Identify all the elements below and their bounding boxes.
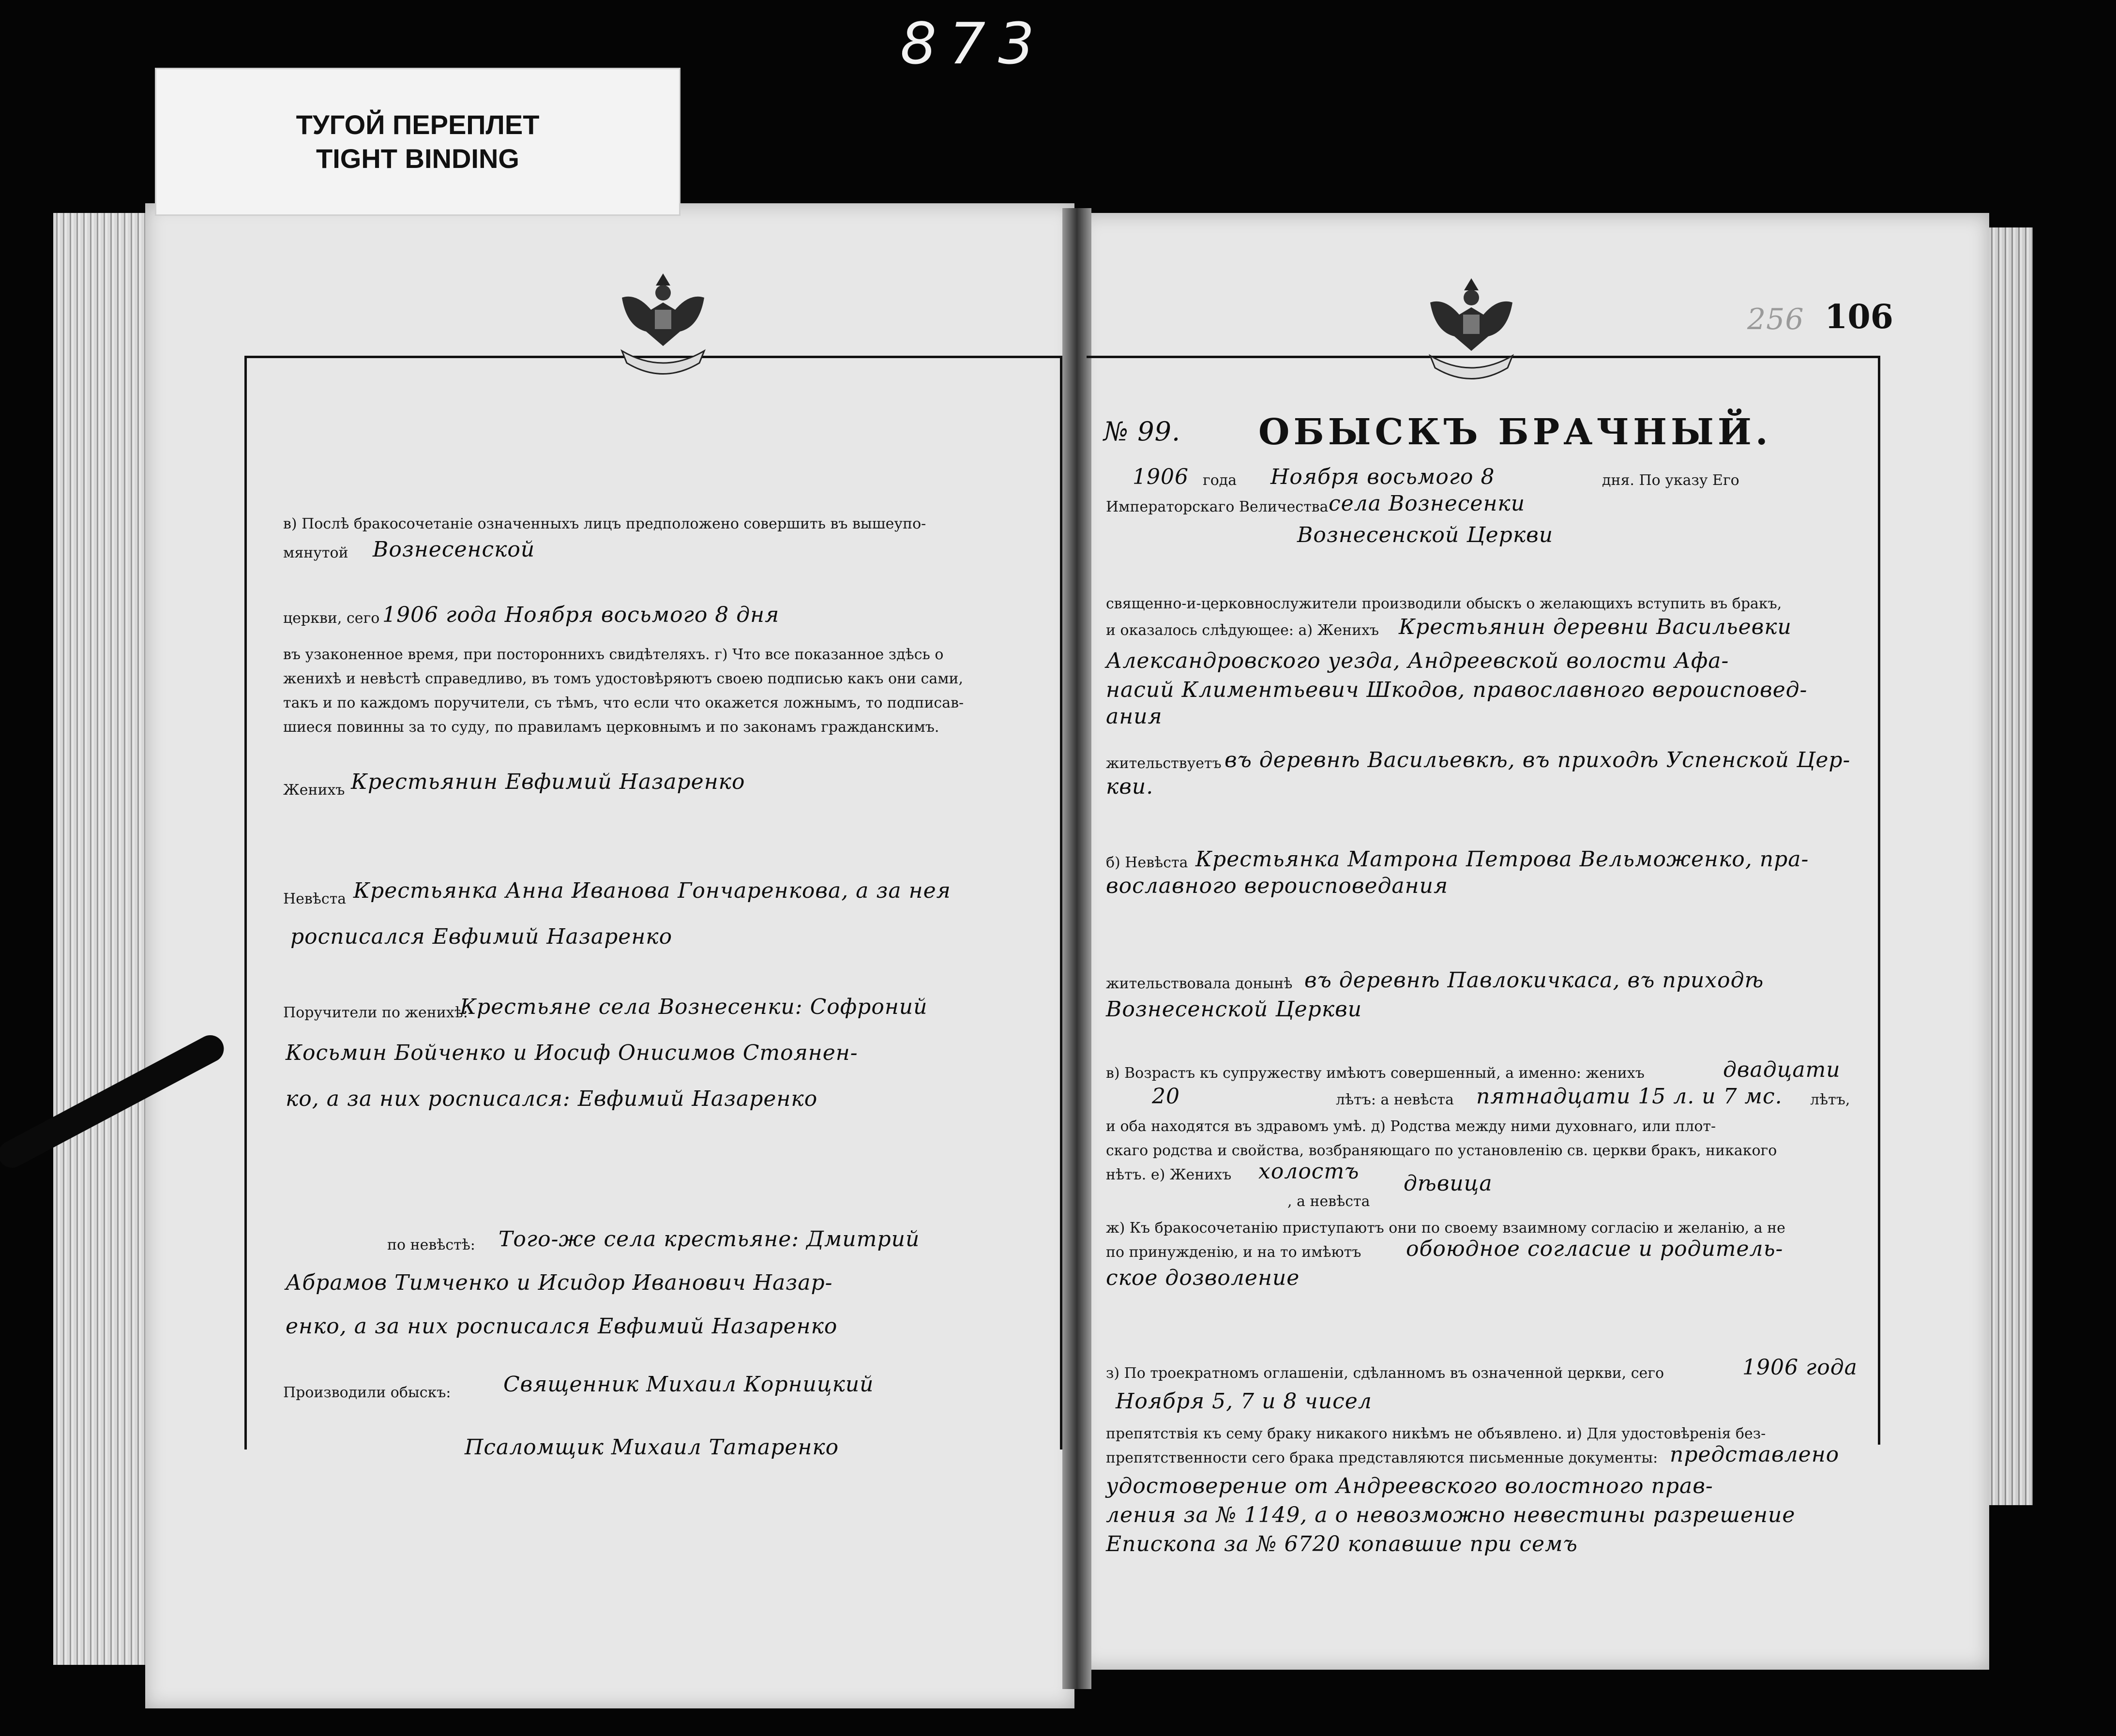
banns-year-hand: 1906 года (1742, 1355, 1858, 1380)
bride-handwritten-1: Крестьянка Анна Иванова Гончаренкова, а за нея (353, 878, 951, 903)
groom-guarantors-hand-3: ко, а за них росписался: Евфимий Назаренко (286, 1087, 818, 1111)
impediment-line-2: препятственности сего брака представляются письменные документы: (1106, 1449, 1658, 1466)
bride-handwritten-2: росписался Евфимий Назаренко (290, 924, 673, 949)
age-line-1: в) Возрастъ къ супружеству имѣютъ совершенный, а именно: женихъ (1106, 1065, 1645, 1082)
bride-guarantors-hand-2: Абрамов Тимченко и Исидор Иванович Назар- (286, 1270, 833, 1295)
bride-guarantors-hand-3: енко, а за них росписался Евфимий Назаренко (286, 1314, 838, 1339)
groom-residence-hand-2: кви. (1106, 774, 1154, 799)
groom-residence-label: жительствуетъ (1106, 755, 1222, 772)
impediment-line-1: препятствія къ сему браку никакого никѣмъ не объявлено. и) Для удостовѣренія без- (1106, 1425, 1766, 1442)
binding-label-russian: ТУГОЙ ПЕРЕПЛЕТ (296, 109, 540, 140)
age-bride-hand: пятнадцати 15 л. и 7 мс. (1476, 1084, 1783, 1109)
groom-village-hand: Крестьянин деревни Васильевки (1399, 615, 1792, 639)
bride-status-label: , а невѣста (1287, 1193, 1370, 1210)
imperial-eagle-crest-icon (603, 264, 724, 385)
conducted-priest-hand: Священник Михаил Корницкий (503, 1372, 874, 1397)
age-groom-number-hand: 20 (1152, 1084, 1180, 1109)
banns-line: з) По троекратномъ оглашеніи, сдѣланномъ въ означенной церкви, сего (1106, 1365, 1664, 1382)
item-v-church-handwritten: Вознесенской (373, 537, 535, 562)
clergy-line-1: священно-и-церковнослужители производили обыскъ о желающихъ вступить въ бракъ, (1106, 595, 1782, 612)
groom-hand-2: насий Климентьевич Шкодов, православного вероисповед- (1106, 678, 1808, 702)
book-page-edges-left (53, 213, 160, 1665)
groom-residence-hand: въ деревнѣ Васильевкѣ, въ приходѣ Успенской Цер- (1224, 748, 1851, 772)
consent-hand-1: обоюдное согласие и родитель- (1406, 1237, 1783, 1261)
page-number: 106 (1825, 298, 1893, 336)
page-number-handwritten: 256 (1747, 302, 1804, 336)
church-date-handwritten: 1906 года Ноября восьмого 8 дня (382, 603, 780, 627)
groom-guarantors-hand-1: Крестьяне села Вознесенки: Софроний (460, 995, 928, 1019)
date-day-hand: Ноября восьмого 8 (1270, 465, 1495, 489)
time-line-4: шиеся повинны за то суду, по правиламъ церковнымъ и по законамъ гражданскимъ. (283, 719, 939, 736)
binding-label (155, 68, 680, 216)
majesty-village-hand: села Вознесенки (1329, 491, 1526, 516)
item-v-text: в) Послѣ бракосочетаніе означенныхъ лицъ предположено совершить въ вышеупо- (283, 515, 926, 532)
groom-label: Женихъ (283, 782, 345, 799)
consent-line-2: по принужденію, и на то имѣютъ (1106, 1244, 1361, 1261)
time-line-2: женихѣ и невѣстѣ справедливо, въ томъ удостовѣряютъ своею подписью какъ они сами, (283, 670, 964, 687)
bride-guarantors-hand-1: Того-же села крестьяне: Дмитрий (499, 1227, 920, 1252)
conducted-label: Производили обыскъ: (283, 1384, 451, 1401)
age-years-label: лѣтъ, (1810, 1091, 1850, 1108)
bride-label: Невѣста (283, 891, 347, 907)
church-label: церкви, сего (283, 610, 380, 627)
item-v-cont-text: мянутой (283, 544, 348, 561)
groom-guarantors-label: Поручители по женихѣ: (283, 1004, 468, 1021)
groom-hand-3: ания (1106, 704, 1163, 729)
bride-hand-1: Крестьянка Матрона Петрова Вельможенко, пра- (1195, 847, 1809, 872)
bride-residence-label: жительствовала донынѣ (1106, 975, 1293, 992)
documents-hand-3: Епископа за № 6720 копавшие при семъ (1106, 1532, 1578, 1556)
majesty-label: Императорскаго Величества (1106, 498, 1329, 515)
banns-dates-hand: Ноября 5, 7 и 8 чисел (1116, 1389, 1372, 1414)
documents-hand-1: удостоверение от Андреевского волостного прав- (1106, 1474, 1713, 1498)
bride-residence-hand-2: Вознесенской Церкви (1106, 997, 1362, 1022)
left-page-left-rule (244, 356, 247, 1449)
bride-label: б) Невѣста (1106, 854, 1188, 871)
documents-hand-2: ления за № 1149, а о невозможно невестины разрешение (1106, 1503, 1796, 1527)
book-gutter (1062, 208, 1091, 1689)
groom-hand-1: Александровского уезда, Андреевской волости Афа- (1106, 649, 1729, 673)
age-groom-hand: двадцати (1723, 1057, 1841, 1082)
date-year-label: года (1203, 472, 1237, 489)
document-title: ОБЫСКЪ БРАЧНЫЙ. (1258, 411, 1772, 453)
time-line-1: въ узаконенное время, при постороннихъ свидѣтеляхъ. г) Что все показанное здѣсь о (283, 646, 944, 663)
age-bride-label: лѣтъ: а невѣста (1336, 1091, 1454, 1108)
date-year-hand: 1906 (1133, 465, 1189, 489)
consent-hand-2: ское дозволение (1106, 1266, 1300, 1290)
consent-line-1: ж) Къ бракосочетанію приступаютъ они по своему взаимному согласію и желанію, а не (1106, 1220, 1785, 1237)
left-page (145, 203, 1074, 1708)
conducted-psalmist-hand: Псаломщик Михаил Татаренко (465, 1435, 839, 1460)
kinship-line: скаго родства и свойства, возбраняющаго по установленію св. церкви бракъ, никакого (1106, 1142, 1777, 1159)
binding-label-english: TIGHT BINDING (316, 143, 519, 174)
date-day-label: дня. По указу Его (1602, 472, 1739, 489)
clergy-line-2: и оказалось слѣдующее: а) Женихъ (1106, 622, 1379, 639)
bride-guarantors-label: по невѣстѣ: (387, 1237, 475, 1253)
left-page-right-rule (1060, 356, 1062, 1449)
frame-number: 873 (900, 10, 1047, 77)
record-number: № 99. (1103, 416, 1181, 447)
bride-status-hand: дѣвица (1404, 1171, 1493, 1196)
bride-residence-hand: въ деревнѣ Павлокичкаса, въ приходѣ (1304, 968, 1764, 993)
groom-handwritten: Крестьянин Евфимий Назаренко (351, 770, 745, 794)
time-line-3: такъ и по каждомъ поручители, съ тѣмъ, что если что окажется ложнымъ, то подписав- (283, 694, 964, 711)
right-page-right-rule (1878, 356, 1880, 1445)
church-name-hand: Вознесенской Церкви (1297, 523, 1554, 547)
single-label: нѣтъ. е) Женихъ (1106, 1166, 1232, 1183)
bride-hand-2: вославного вероисповедания (1106, 874, 1449, 898)
health-line: и оба находятся въ здравомъ умѣ. д) Родства между ними духовнаго, или плот- (1106, 1118, 1716, 1135)
impediment-hand: представлено (1670, 1442, 1840, 1467)
groom-guarantors-hand-2: Косьмин Бойченко и Иосиф Онисимов Стоянен- (286, 1041, 858, 1065)
imperial-eagle-crest-icon (1411, 269, 1532, 390)
single-groom-hand: холостъ (1258, 1159, 1360, 1184)
